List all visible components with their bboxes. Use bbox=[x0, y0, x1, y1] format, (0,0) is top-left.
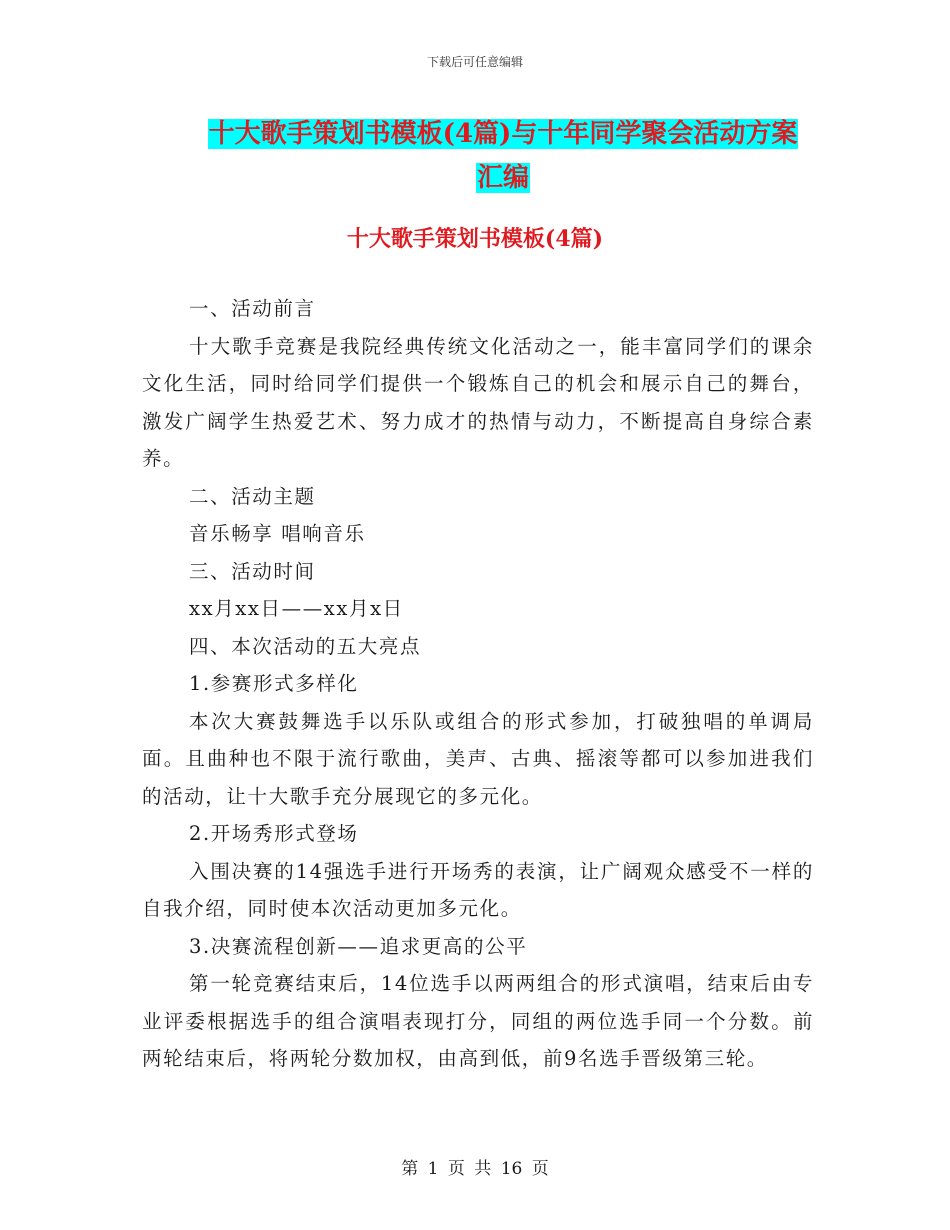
page-number: 第 1 页 共 16 页 bbox=[401, 1159, 549, 1179]
paragraph-time: xx月xx日——xx月x日 bbox=[189, 597, 404, 620]
highlight-2-body: 入围决赛的14强选手进行开场秀的表演，让广阔观众感受不一样的自我介绍，同时使本次活动更加多元化。 bbox=[142, 859, 814, 920]
heading-activity-time: 三、活动时间 bbox=[189, 559, 316, 583]
page-header-note: 下载后可任意编辑 bbox=[426, 55, 523, 69]
paragraph-theme: 音乐畅享 唱响音乐 bbox=[189, 522, 366, 545]
highlight-3-body: 第一轮竞赛结束后，14位选手以两两组合的形式演唱，结束后由专业评委根据选手的组合演唱表现打分，同组的两位选手同一个分数。前两轮结束后，将两轮分数加权，由高到低，前9名选手晋级第三轮。 bbox=[142, 972, 814, 1070]
document-title bbox=[198, 112, 808, 200]
document-title-line1: 十大歌手策划书模板(4篇)与十年同学聚会活动方案 bbox=[208, 119, 798, 149]
paragraph-preface: 十大歌手竞赛是我院经典传统文化活动之一，能丰富同学们的课余文化生活，同时给同学们提供一个锻炼自己的机会和展示自己的舞台，激发广阔学生热爱艺术、努力成才的热情与动力，不断提高自身综合素养。 bbox=[142, 334, 814, 470]
highlight-3-title: 3.决赛流程创新——追求更高的公平 bbox=[189, 934, 528, 958]
highlight-2-title: 2.开场秀形式登场 bbox=[189, 822, 359, 845]
document-body bbox=[142, 290, 814, 1078]
heading-activity-theme: 二、活动主题 bbox=[189, 484, 316, 508]
heading-highlights: 四、本次活动的五大亮点 bbox=[189, 634, 422, 658]
highlight-1-body: 本次大赛鼓舞选手以乐队或组合的形式参加，打破独唱的单调局面。且曲种也不限于流行歌曲，美声、古典、摇滚等都可以参加进我们的活动，让十大歌手充分展现它的多元化。 bbox=[142, 709, 814, 808]
highlight-1-title: 1.参赛形式多样化 bbox=[189, 672, 359, 695]
heading-activity-preface: 一、活动前言 bbox=[189, 297, 316, 320]
document-title-line2: 汇编 bbox=[476, 163, 529, 193]
section-title: 十大歌手策划书模板(4篇) bbox=[346, 226, 604, 252]
